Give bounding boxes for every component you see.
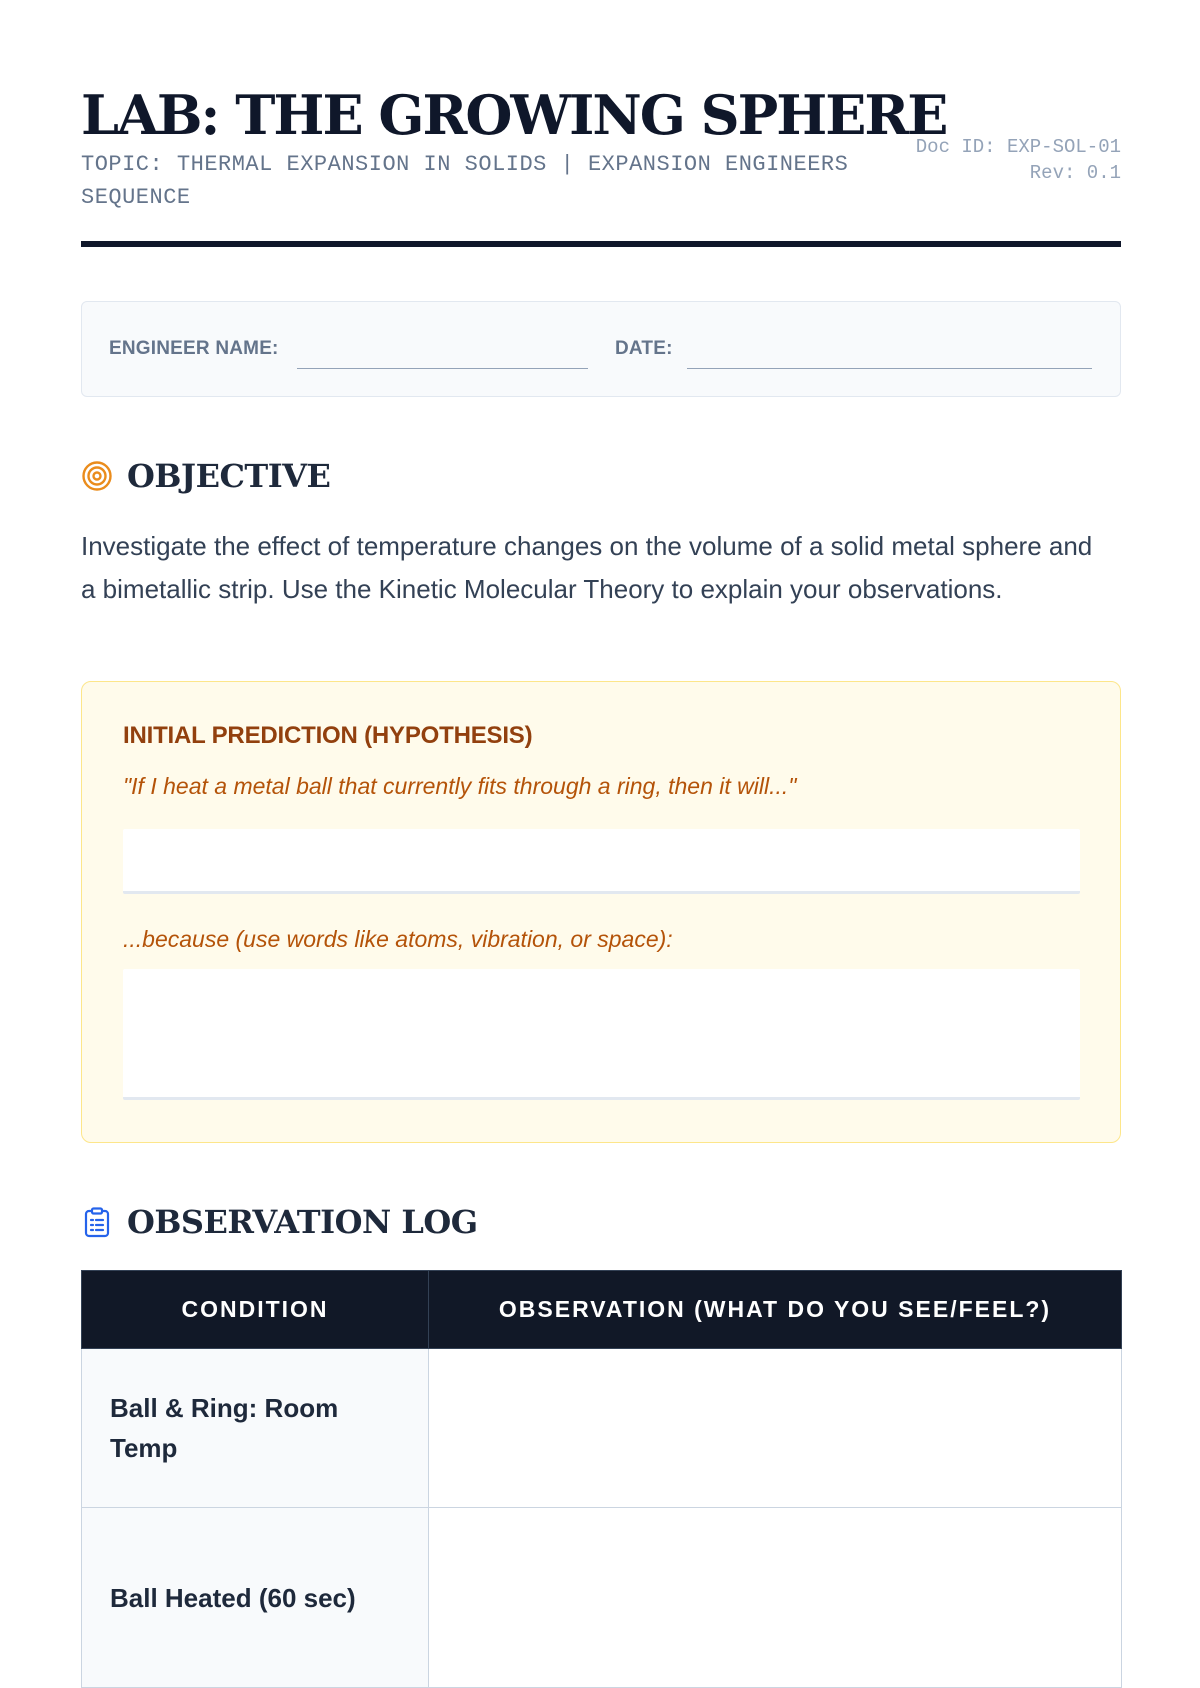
column-header-condition: CONDITION (82, 1271, 429, 1349)
prediction-box (81, 681, 1121, 1143)
clipboard-list-icon (81, 1206, 113, 1238)
prediction-prompt-then: "If I heat a metal ball that currently fits through a ring, then it will..." (123, 773, 797, 799)
header (81, 82, 1121, 242)
objective-title: OBJECTIVE (127, 457, 331, 495)
explanation-answer-field[interactable] (123, 969, 1080, 1100)
condition-cell: Ball Heated (60 sec) (82, 1508, 429, 1688)
doc-meta (901, 134, 1121, 186)
doc-rev: Rev: 0.1 (1029, 162, 1121, 184)
objective-text: Investigate the effect of temperature changes on the volume of a solid metal sphere and a bimetallic strip. Use the Kinetic Molecular Theory to explain your observations. (81, 531, 1093, 604)
table-row (82, 1349, 1122, 1508)
header-divider (81, 241, 1121, 247)
target-icon (81, 460, 113, 492)
doc-id: Doc ID: EXP-SOL-01 (915, 136, 1121, 158)
page-subtitle: TOPIC: THERMAL EXPANSION IN SOLIDS | EXPANSION ENGINEERS SEQUENCE (81, 152, 849, 210)
observation-cell[interactable] (429, 1349, 1122, 1508)
date-label: DATE: (615, 338, 673, 359)
prediction-title: INITIAL PREDICTION (HYPOTHESIS) (123, 722, 533, 749)
column-header-observation: OBSERVATION (WHAT DO YOU SEE/FEEL?) (429, 1271, 1122, 1349)
page-title: LAB: THE GROWING SPHERE (81, 83, 947, 147)
observation-table (81, 1270, 1122, 1688)
table-header-row (82, 1271, 1122, 1349)
table-row (82, 1508, 1122, 1688)
prediction-prompt-because: ...because (use words like atoms, vibration, or space): (123, 926, 673, 952)
observation-cell[interactable] (429, 1508, 1122, 1688)
condition-cell: Ball & Ring: Room Temp (82, 1349, 429, 1508)
prediction-answer-field[interactable] (123, 829, 1080, 894)
engineer-name-field[interactable] (297, 368, 588, 369)
observation-log-title: OBSERVATION LOG (127, 1203, 478, 1241)
engineer-name-label: ENGINEER NAME: (109, 338, 279, 359)
engineer-info-box (81, 301, 1121, 397)
date-field[interactable] (687, 368, 1092, 369)
